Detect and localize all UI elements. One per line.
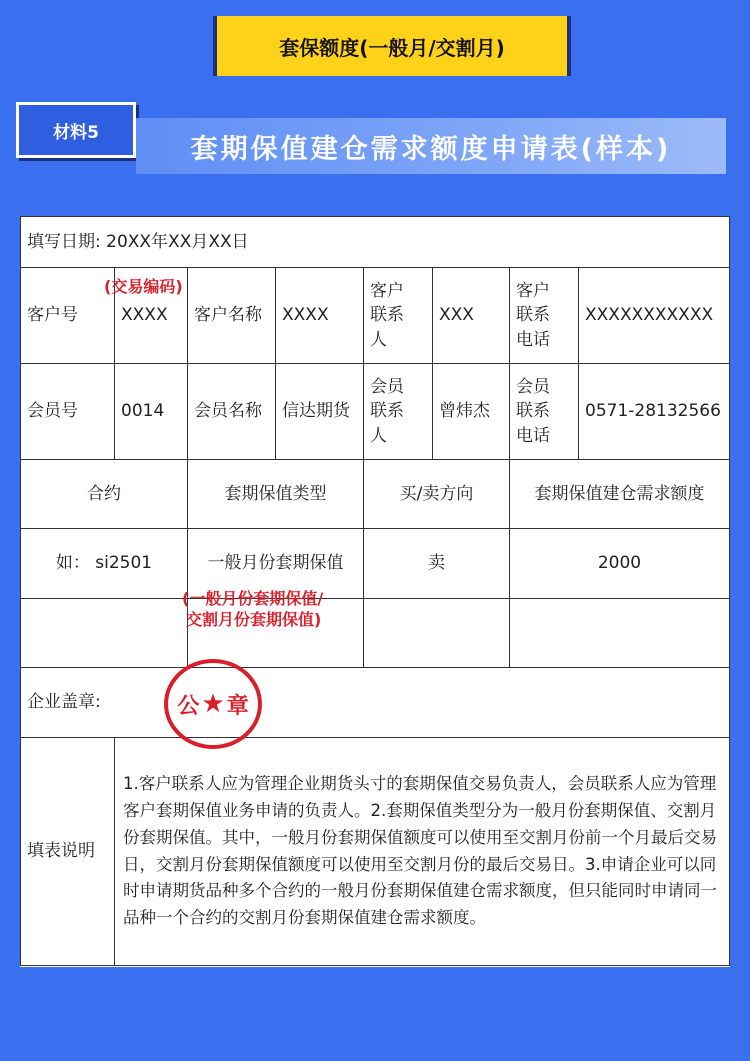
example-amount: 2000: [509, 528, 730, 599]
member-no-label: 会员号: [20, 363, 115, 460]
customer-no-value: XXXX: [114, 267, 188, 364]
material-tag: [16, 102, 136, 158]
banner-title: 套保额度(一般月/交割月): [279, 35, 505, 60]
page-title: 套期保值建仓需求额度申请表(样本): [190, 133, 672, 165]
trade-code-annotation: (交易编码): [104, 277, 183, 296]
member-phone-label: 会员联系电话: [509, 363, 579, 460]
example-contract: 如： si2501: [20, 528, 188, 599]
customer-contact-label: 客户联系人: [363, 267, 433, 364]
seal-row: [20, 667, 730, 738]
example-direction: 卖: [363, 528, 510, 599]
header-contract: 合约: [20, 459, 188, 529]
notes-text: 1.客户联系人应为管理企业期货头寸的套期保值交易负责人，会员联系人应为管理客户套期保值业务申请的负责人。2.套期保值类型分为一般月份套期保值、交割月份套期保值。其中，一般月份套期保值额度可以使用至交割月份前一个月最后交易日，交割月份套期保值额度可以使用至交割月份的最后交易日。3.申请企业可以同时申请期货品种多个合约的一般月份套期保值建仓需求额度，但只能同时申请同一品种一个合约的交割月份套期保值建仓需求额度。: [114, 737, 730, 966]
empty-amount-cell[interactable]: [509, 598, 730, 668]
member-name-label: 会员名称: [187, 363, 276, 460]
hedge-type-annotation-line2: 交割月份套期保值): [186, 610, 322, 629]
header-direction: 买/卖方向: [363, 459, 510, 529]
company-seal: [164, 659, 262, 749]
member-contact-label: 会员联系人: [363, 363, 433, 460]
seal-char-2: 章: [226, 693, 249, 719]
customer-name-value: XXXX: [275, 267, 364, 364]
fill-date: 填写日期: 20XX年XX月XX日: [20, 216, 730, 268]
customer-contact-value: XXX: [432, 267, 510, 364]
title-bar: [136, 118, 726, 174]
customer-no-label: 客户号: [20, 267, 115, 364]
member-phone-value: 0571-28132566: [578, 363, 730, 460]
header-amount: 套期保值建仓需求额度: [509, 459, 730, 529]
empty-contract-cell[interactable]: [20, 598, 188, 668]
customer-phone-value: XXXXXXXXXXX: [578, 267, 730, 364]
top-banner: [213, 16, 571, 76]
customer-phone-label: 客户联系电话: [509, 267, 579, 364]
hedge-type-annotation-line1: (一般月份套期保值/: [182, 589, 324, 608]
example-hedge-type: 一般月份套期保值: [187, 528, 364, 599]
empty-direction-cell[interactable]: [363, 598, 510, 668]
member-no-value: 0014: [114, 363, 188, 460]
customer-name-label: 客户名称: [187, 267, 276, 364]
notes-label: 填表说明: [20, 737, 115, 966]
header-hedge-type: 套期保值类型: [187, 459, 364, 529]
member-contact-value: 曾炜杰: [432, 363, 510, 460]
star-icon: ★: [201, 689, 225, 719]
member-name-value: 信达期货: [275, 363, 364, 460]
seal-char-1: 公: [177, 693, 200, 719]
seal-label: 企业盖章:: [27, 692, 101, 713]
material-tag-label: 材料5: [53, 122, 99, 143]
